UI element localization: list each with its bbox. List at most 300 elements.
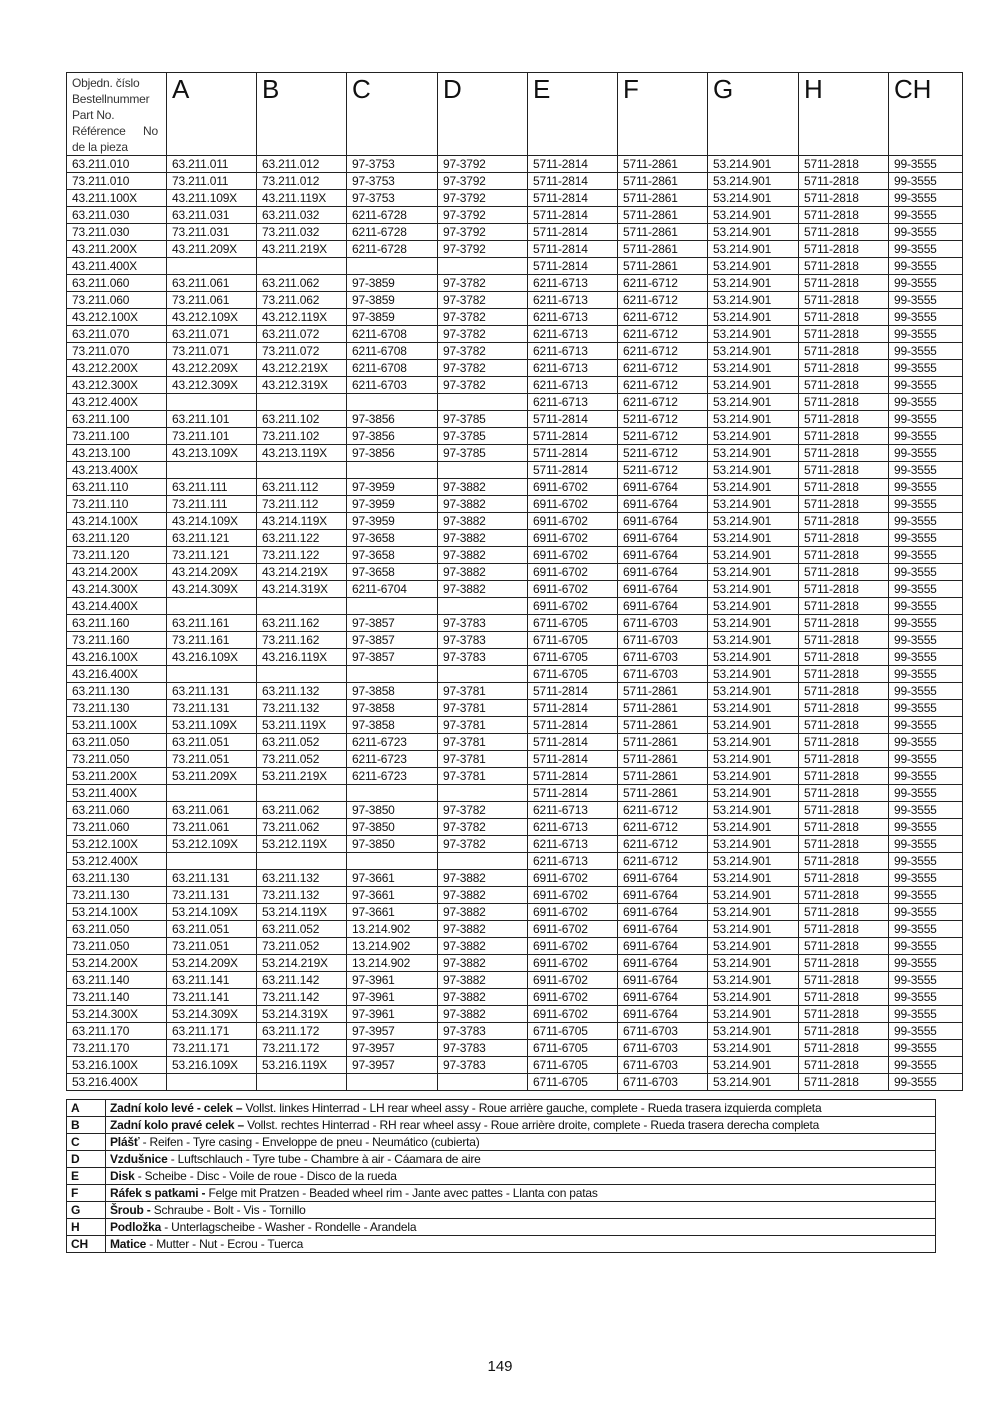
table-cell: 53.211.119X	[257, 717, 347, 734]
table-cell: 99-3555	[889, 836, 963, 853]
table-cell: 63.211.121	[167, 530, 257, 547]
table-cell: 63.211.062	[257, 802, 347, 819]
table-row	[67, 411, 963, 428]
table-cell: 6211-6712	[618, 275, 708, 292]
table-cell: 53.214.219X	[257, 955, 347, 972]
table-cell: 73.211.132	[257, 887, 347, 904]
table-cell: 43.212.219X	[257, 360, 347, 377]
table-cell	[257, 853, 347, 870]
table-cell: 53.214.901	[708, 394, 799, 411]
table-row	[67, 972, 963, 989]
table-cell: 73.211.132	[257, 700, 347, 717]
table-cell: 43.212.300X	[67, 377, 167, 394]
table-cell: 6211-6703	[347, 377, 438, 394]
table-cell: 6211-6712	[618, 819, 708, 836]
legend-description	[106, 1236, 936, 1253]
table-cell: 97-3858	[347, 717, 438, 734]
table-cell: 99-3555	[889, 598, 963, 615]
table-cell: 97-3957	[347, 1040, 438, 1057]
table-cell: 53.214.901	[708, 275, 799, 292]
table-cell: 53.216.119X	[257, 1057, 347, 1074]
table-cell: 5711-2814	[528, 751, 618, 768]
table-cell: 97-3957	[347, 1057, 438, 1074]
table-cell: 6911-6702	[528, 870, 618, 887]
table-cell: 99-3555	[889, 411, 963, 428]
table-cell: 5711-2818	[799, 632, 889, 649]
table-cell: 99-3555	[889, 785, 963, 802]
table-cell: 5211-6712	[618, 428, 708, 445]
table-cell: 6911-6764	[618, 581, 708, 598]
table-cell: 6711-6703	[618, 649, 708, 666]
table-cell: 99-3555	[889, 870, 963, 887]
table-cell: 6211-6712	[618, 326, 708, 343]
table-cell: 63.211.120	[67, 530, 167, 547]
table-cell: 53.211.219X	[257, 768, 347, 785]
table-cell	[167, 462, 257, 479]
table-row	[67, 547, 963, 564]
column-header-ch: CH	[889, 73, 963, 156]
table-row	[67, 632, 963, 649]
table-row	[67, 564, 963, 581]
legend-table	[66, 1099, 936, 1253]
table-cell: 63.211.122	[257, 530, 347, 547]
table-cell: 6911-6702	[528, 972, 618, 989]
table-cell: 5711-2818	[799, 598, 889, 615]
table-cell: 63.211.131	[167, 870, 257, 887]
table-cell: 99-3555	[889, 343, 963, 360]
table-row	[67, 343, 963, 360]
table-cell: 73.211.130	[67, 700, 167, 717]
legend-key: A	[67, 1100, 106, 1117]
table-cell: 6911-6702	[528, 989, 618, 1006]
table-cell: 5711-2814	[528, 734, 618, 751]
table-cell: 53.214.901	[708, 530, 799, 547]
table-cell: 6211-6723	[347, 751, 438, 768]
table-cell: 5711-2818	[799, 802, 889, 819]
table-cell	[257, 666, 347, 683]
table-cell: 5711-2814	[528, 190, 618, 207]
table-cell	[167, 785, 257, 802]
table-cell: 6911-6702	[528, 547, 618, 564]
table-cell: 6211-6712	[618, 853, 708, 870]
table-cell: 6911-6702	[528, 955, 618, 972]
table-cell: 5711-2818	[799, 207, 889, 224]
table-cell: 73.211.062	[257, 819, 347, 836]
table-cell: 97-3782	[438, 326, 528, 343]
table-cell: 6911-6702	[528, 938, 618, 955]
table-cell: 99-3555	[889, 292, 963, 309]
header-line	[72, 123, 166, 139]
table-cell: 97-3785	[438, 428, 528, 445]
table-cell: 73.211.060	[67, 292, 167, 309]
table-cell: 53.214.300X	[67, 1006, 167, 1023]
table-cell	[167, 1074, 257, 1091]
table-row	[67, 462, 963, 479]
table-cell: 97-3781	[438, 717, 528, 734]
table-cell: 73.211.061	[167, 819, 257, 836]
table-cell: 13.214.902	[347, 921, 438, 938]
table-cell: 73.211.052	[257, 751, 347, 768]
table-cell: 5711-2861	[618, 683, 708, 700]
table-cell: 6211-6713	[528, 836, 618, 853]
table-cell: 5711-2818	[799, 870, 889, 887]
table-cell: 53.214.901	[708, 581, 799, 598]
legend-key: G	[67, 1202, 106, 1219]
table-cell: 63.211.161	[167, 615, 257, 632]
table-row	[67, 360, 963, 377]
legend-description	[106, 1100, 936, 1117]
table-cell: 53.214.901	[708, 955, 799, 972]
table-cell	[347, 394, 438, 411]
table-cell	[347, 853, 438, 870]
table-cell: 63.211.141	[167, 972, 257, 989]
table-cell: 6211-6713	[528, 343, 618, 360]
table-cell: 63.211.052	[257, 734, 347, 751]
table-cell: 73.211.061	[167, 292, 257, 309]
table-cell: 43.214.209X	[167, 564, 257, 581]
table-row	[67, 938, 963, 955]
table-cell: 6211-6708	[347, 326, 438, 343]
header-line: Référence	[72, 124, 126, 138]
legend-row	[67, 1100, 936, 1117]
table-cell: 99-3555	[889, 768, 963, 785]
table-cell: 5711-2818	[799, 1074, 889, 1091]
legend-row	[67, 1236, 936, 1253]
table-cell: 6911-6702	[528, 581, 618, 598]
table-cell: 97-3783	[438, 1040, 528, 1057]
table-cell: 99-3555	[889, 666, 963, 683]
table-cell: 97-3781	[438, 734, 528, 751]
column-header-c: C	[347, 73, 438, 156]
table-cell: 63.211.011	[167, 156, 257, 173]
table-cell: 43.213.400X	[67, 462, 167, 479]
table-cell	[167, 258, 257, 275]
table-cell: 5711-2818	[799, 360, 889, 377]
table-cell: 99-3555	[889, 700, 963, 717]
table-cell: 53.214.901	[708, 173, 799, 190]
table-cell: 53.214.901	[708, 309, 799, 326]
table-row	[67, 173, 963, 190]
table-cell: 97-3783	[438, 1057, 528, 1074]
table-row	[67, 513, 963, 530]
table-cell: 73.211.131	[167, 887, 257, 904]
table-cell: 97-3882	[438, 564, 528, 581]
legend-term: Zadní kolo levé - celek –	[110, 1100, 243, 1115]
table-cell: 53.214.901	[708, 411, 799, 428]
table-cell: 99-3555	[889, 1057, 963, 1074]
table-cell: 97-3782	[438, 343, 528, 360]
table-row	[67, 156, 963, 173]
table-cell: 6711-6703	[618, 1040, 708, 1057]
table-cell	[167, 853, 257, 870]
table-cell: 6911-6764	[618, 564, 708, 581]
table-cell: 53.214.309X	[167, 1006, 257, 1023]
table-cell: 97-3959	[347, 479, 438, 496]
legend-body	[67, 1100, 936, 1253]
table-cell: 5711-2818	[799, 1040, 889, 1057]
table-row	[67, 530, 963, 547]
table-cell: 73.211.052	[257, 938, 347, 955]
legend-row	[67, 1134, 936, 1151]
table-cell: 63.211.130	[67, 683, 167, 700]
table-cell: 97-3785	[438, 411, 528, 428]
table-row	[67, 394, 963, 411]
legend-row	[67, 1168, 936, 1185]
legend-translation: - Unterlagscheibe - Washer - Rondelle - Arandela	[161, 1219, 417, 1234]
table-row	[67, 887, 963, 904]
table-cell: 5711-2818	[799, 615, 889, 632]
table-cell: 53.214.209X	[167, 955, 257, 972]
table-cell: 6911-6764	[618, 479, 708, 496]
table-cell: 5711-2818	[799, 955, 889, 972]
table-cell: 5711-2814	[528, 224, 618, 241]
table-cell: 6911-6764	[618, 547, 708, 564]
table-row	[67, 445, 963, 462]
table-cell: 43.216.100X	[67, 649, 167, 666]
table-cell: 97-3661	[347, 904, 438, 921]
table-cell: 6911-6764	[618, 972, 708, 989]
table-cell: 63.211.052	[257, 921, 347, 938]
table-cell: 63.211.100	[67, 411, 167, 428]
legend-term: Ráfek s patkami -	[110, 1185, 206, 1200]
table-cell: 53.214.901	[708, 156, 799, 173]
table-row	[67, 989, 963, 1006]
table-cell: 73.211.131	[167, 700, 257, 717]
table-cell: 5711-2861	[618, 224, 708, 241]
table-cell: 63.211.050	[67, 921, 167, 938]
table-cell: 53.214.319X	[257, 1006, 347, 1023]
table-cell: 53.214.901	[708, 1074, 799, 1091]
table-cell: 99-3555	[889, 377, 963, 394]
table-cell: 5711-2861	[618, 241, 708, 258]
table-cell: 6211-6728	[347, 224, 438, 241]
table-cell: 73.211.171	[167, 1040, 257, 1057]
table-cell	[347, 462, 438, 479]
column-header-f: F	[618, 73, 708, 156]
table-cell: 97-3882	[438, 904, 528, 921]
table-cell: 63.211.062	[257, 275, 347, 292]
table-cell: 97-3781	[438, 768, 528, 785]
table-cell: 53.214.901	[708, 207, 799, 224]
table-row	[67, 666, 963, 683]
table-cell: 53.214.901	[708, 836, 799, 853]
table-cell: 43.211.400X	[67, 258, 167, 275]
table-cell: 5711-2818	[799, 292, 889, 309]
table-cell: 53.214.119X	[257, 904, 347, 921]
table-cell: 73.211.050	[67, 938, 167, 955]
table-cell: 43.212.109X	[167, 309, 257, 326]
table-cell: 97-3782	[438, 309, 528, 326]
legend-term: Šroub -	[110, 1202, 151, 1217]
table-cell: 6211-6708	[347, 360, 438, 377]
table-cell	[167, 666, 257, 683]
table-cell: 5711-2861	[618, 190, 708, 207]
table-cell: 6711-6703	[618, 1057, 708, 1074]
table-cell: 43.212.209X	[167, 360, 257, 377]
table-cell: 97-3658	[347, 547, 438, 564]
table-cell: 43.214.309X	[167, 581, 257, 598]
table-cell: 63.211.101	[167, 411, 257, 428]
table-cell: 53.214.901	[708, 190, 799, 207]
table-cell: 6211-6728	[347, 241, 438, 258]
table-cell: 99-3555	[889, 156, 963, 173]
table-cell: 5711-2861	[618, 156, 708, 173]
table-cell: 97-3857	[347, 649, 438, 666]
table-cell: 63.211.170	[67, 1023, 167, 1040]
table-cell: 53.212.400X	[67, 853, 167, 870]
table-row	[67, 496, 963, 513]
table-cell: 99-3555	[889, 734, 963, 751]
table-cell: 5711-2818	[799, 921, 889, 938]
table-cell: 5711-2818	[799, 989, 889, 1006]
table-cell: 6911-6764	[618, 513, 708, 530]
table-cell: 5711-2818	[799, 241, 889, 258]
legend-term: Plášť	[110, 1134, 140, 1149]
table-cell: 99-3555	[889, 819, 963, 836]
table-cell: 63.211.060	[67, 275, 167, 292]
table-row	[67, 581, 963, 598]
table-cell: 73.211.032	[257, 224, 347, 241]
table-cell	[257, 598, 347, 615]
table-row	[67, 309, 963, 326]
table-cell: 97-3961	[347, 1006, 438, 1023]
table-cell: 5711-2818	[799, 836, 889, 853]
table-cell: 6211-6704	[347, 581, 438, 598]
table-cell: 13.214.902	[347, 938, 438, 955]
table-cell: 97-3856	[347, 411, 438, 428]
table-cell: 5711-2861	[618, 717, 708, 734]
table-row	[67, 700, 963, 717]
legend-translation: Vollst. linkes Hinterrad - LH rear wheel assy - Roue arrière gauche, complete - Rueda trasera izquierda completa	[242, 1100, 822, 1115]
table-cell: 97-3858	[347, 700, 438, 717]
table-cell: 53.214.901	[708, 1057, 799, 1074]
table-cell: 53.214.901	[708, 377, 799, 394]
table-cell: 6211-6712	[618, 377, 708, 394]
table-cell: 6911-6764	[618, 904, 708, 921]
table-cell: 43.212.100X	[67, 309, 167, 326]
legend-translation: - Scheibe - Disc - Voile de roue - Disco de la rueda	[134, 1168, 397, 1183]
table-cell: 5711-2814	[528, 156, 618, 173]
table-cell: 99-3555	[889, 904, 963, 921]
table-row	[67, 734, 963, 751]
table-cell: 6911-6702	[528, 598, 618, 615]
table-cell: 53.214.109X	[167, 904, 257, 921]
table-cell: 97-3782	[438, 819, 528, 836]
table-cell: 6211-6713	[528, 377, 618, 394]
table-cell: 53.214.901	[708, 989, 799, 1006]
table-cell	[438, 258, 528, 275]
table-cell: 73.211.102	[257, 428, 347, 445]
parts-table	[66, 72, 963, 1091]
table-cell: 5711-2818	[799, 377, 889, 394]
table-cell: 53.214.901	[708, 853, 799, 870]
table-cell: 99-3555	[889, 887, 963, 904]
legend-translation: - Luftschlauch - Tyre tube - Chambre à air - Cáamara de aire	[167, 1151, 481, 1166]
table-cell: 43.214.200X	[67, 564, 167, 581]
table-cell: 73.211.030	[67, 224, 167, 241]
table-cell: 53.214.901	[708, 785, 799, 802]
table-cell: 5711-2814	[528, 241, 618, 258]
table-cell: 5211-6712	[618, 445, 708, 462]
table-cell: 43.214.109X	[167, 513, 257, 530]
table-cell: 73.211.112	[257, 496, 347, 513]
table-cell: 99-3555	[889, 1006, 963, 1023]
table-cell: 99-3555	[889, 207, 963, 224]
table-cell: 5711-2818	[799, 972, 889, 989]
table-cell: 6211-6713	[528, 394, 618, 411]
table-cell: 73.211.162	[257, 632, 347, 649]
table-cell: 97-3856	[347, 428, 438, 445]
table-cell: 5711-2861	[618, 785, 708, 802]
table-cell: 5711-2818	[799, 666, 889, 683]
table-cell: 5711-2818	[799, 445, 889, 462]
table-cell	[438, 785, 528, 802]
table-cell: 5211-6712	[618, 411, 708, 428]
legend-term: Matice	[110, 1236, 147, 1251]
legend-row	[67, 1151, 936, 1168]
table-cell: 53.214.901	[708, 513, 799, 530]
table-cell: 97-3792	[438, 173, 528, 190]
table-row	[67, 836, 963, 853]
table-cell: 5711-2818	[799, 462, 889, 479]
table-cell: 97-3658	[347, 530, 438, 547]
table-cell: 5711-2818	[799, 785, 889, 802]
table-cell: 53.214.901	[708, 802, 799, 819]
table-cell: 6211-6708	[347, 343, 438, 360]
table-row	[67, 870, 963, 887]
table-cell	[167, 394, 257, 411]
table-cell: 53.216.100X	[67, 1057, 167, 1074]
table-cell: 53.214.901	[708, 496, 799, 513]
table-cell: 99-3555	[889, 513, 963, 530]
table-cell: 53.211.209X	[167, 768, 257, 785]
legend-term: Podložka	[110, 1219, 162, 1234]
table-cell	[438, 394, 528, 411]
table-cell: 43.214.219X	[257, 564, 347, 581]
table-cell: 63.211.070	[67, 326, 167, 343]
table-cell: 97-3857	[347, 615, 438, 632]
table-row	[67, 598, 963, 615]
table-cell: 73.211.172	[257, 1040, 347, 1057]
table-cell: 43.212.319X	[257, 377, 347, 394]
table-cell: 73.211.050	[67, 751, 167, 768]
table-cell: 5711-2818	[799, 513, 889, 530]
table-row	[67, 292, 963, 309]
table-cell	[257, 462, 347, 479]
table-cell: 97-3792	[438, 156, 528, 173]
table-cell: 6911-6702	[528, 496, 618, 513]
legend-term: Zadní kolo pravé celek –	[110, 1117, 244, 1132]
table-cell: 6711-6705	[528, 615, 618, 632]
table-cell: 5711-2818	[799, 887, 889, 904]
table-cell: 53.214.901	[708, 921, 799, 938]
table-cell: 99-3555	[889, 853, 963, 870]
legend-translation: - Reifen - Tyre casing - Enveloppe de pneu - Neumático (cubierta)	[139, 1134, 480, 1149]
table-cell: 99-3555	[889, 479, 963, 496]
table-cell: 53.214.901	[708, 326, 799, 343]
column-header-e: E	[528, 73, 618, 156]
legend-translation: Schraube - Bolt - Vis - Tornillo	[150, 1202, 306, 1217]
table-cell: 53.212.119X	[257, 836, 347, 853]
table-row	[67, 785, 963, 802]
table-cell: 5711-2814	[528, 768, 618, 785]
table-cell: 99-3555	[889, 462, 963, 479]
table-cell: 63.211.172	[257, 1023, 347, 1040]
table-cell: 63.211.130	[67, 870, 167, 887]
table-cell	[257, 394, 347, 411]
legend-row	[67, 1117, 936, 1134]
table-cell: 99-3555	[889, 717, 963, 734]
